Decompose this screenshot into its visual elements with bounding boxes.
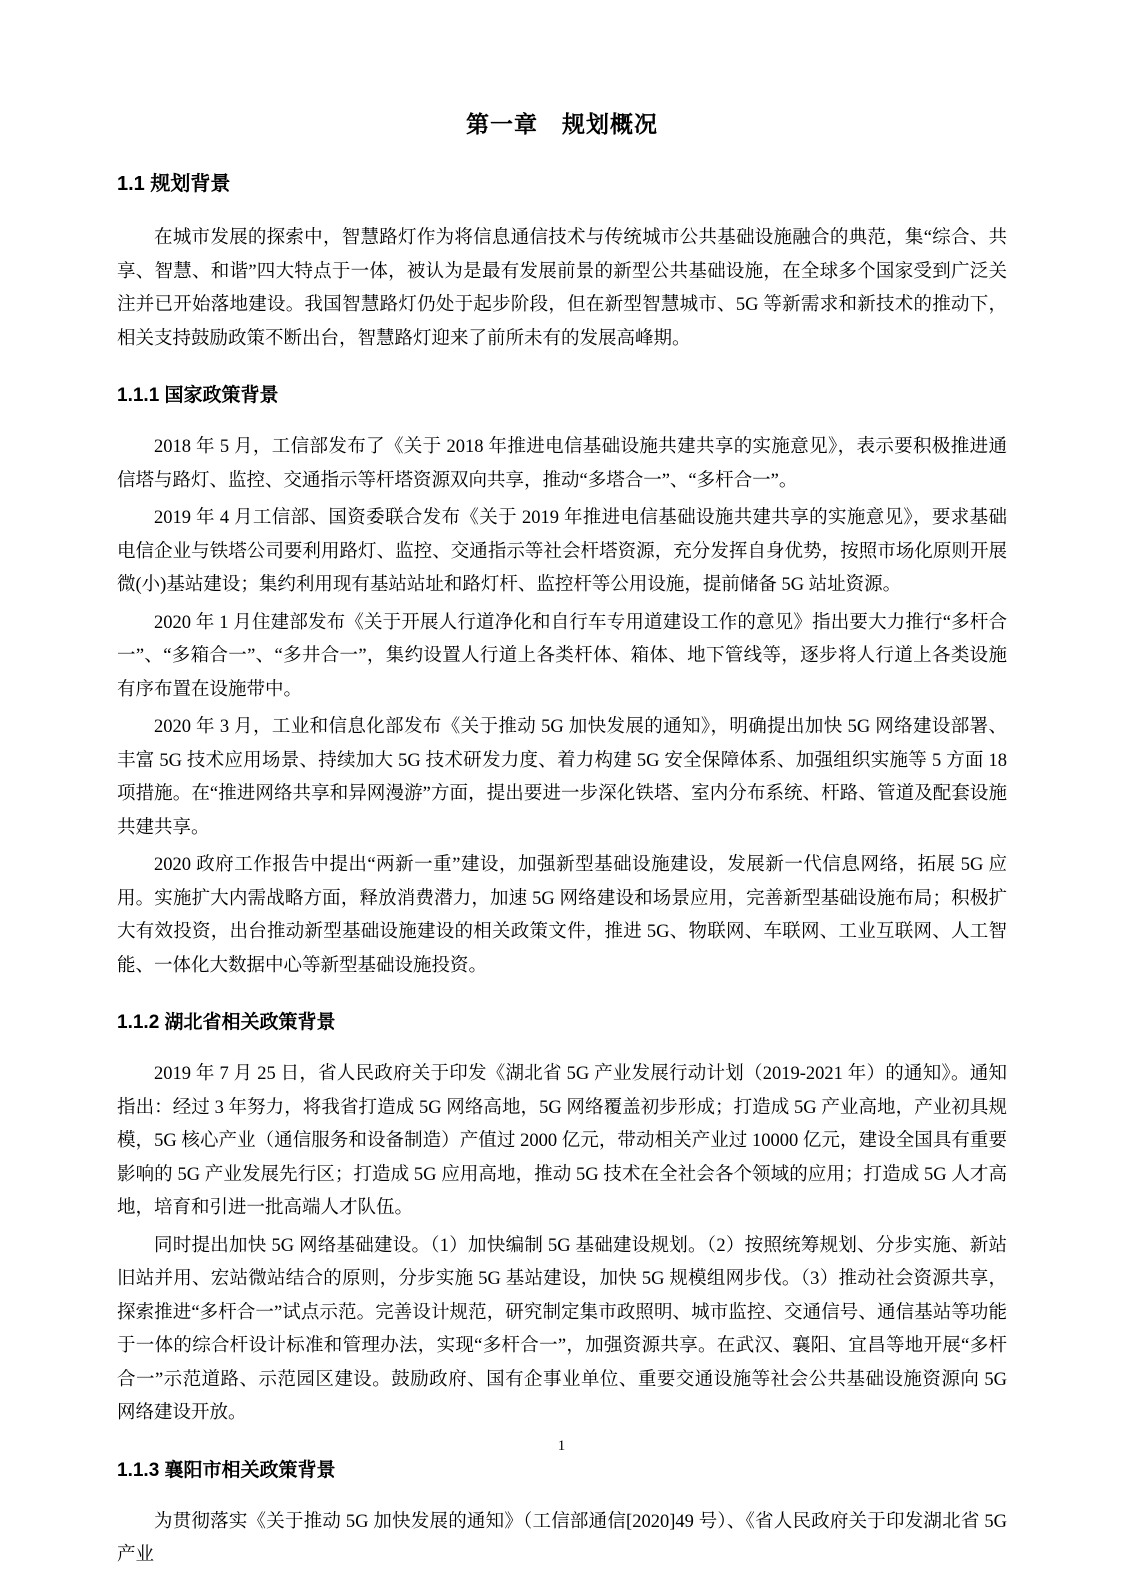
section-heading-1-1: 1.1 规划背景	[117, 173, 231, 195]
paragraph-intro: 在城市发展的探索中，智慧路灯作为将信息通信技术与传统城市公共基础设施融合的典范，集“综合、共享、智慧、和谐”四大特点于一体，被认为是最有发展前景的新型公共基础设施，在全球多个国家受到广泛关注并已开始落地建设。我国智慧路灯仍处于起步阶段，但在新型智慧城市、5G 等新需求和新技术的推动下，相关支持鼓励政策不断出台，智慧路灯迎来了前所未有的发展高峰期。	[117, 228, 1007, 349]
paragraph-2018-05: 2018 年 5 月，工信部发布了《关于 2018 年推进电信基础设施共建共享的实施意见》，表示要积极推进通信塔与路灯、监控、交通指示等杆塔资源双向共享，推动“多塔合一”、“多杆合一”。	[117, 437, 1007, 491]
page-number: 1	[557, 1438, 566, 1454]
chapter-title: 第一章 规划概况	[466, 111, 658, 137]
paragraph-2020-01: 2020 年 1 月住建部发布《关于开展人行道净化和自行车专用道建设工作的意见》指出要大力推行“多杆合一”、“多箱合一”、“多井合一”，集约设置人行道上各类杆体、箱体、地下管线等，逐步将人行道上各类设施有序布置在设施带中。	[117, 612, 1007, 700]
paragraph-xiangyang-intro: 为贯彻落实《关于推动 5G 加快发展的通知》（工信部通信[2020]49 号）、《省人民政府关于印发湖北省 5G 产业	[117, 1511, 1007, 1565]
section-heading-1-1-2: 1.1.2 湖北省相关政策背景	[117, 1012, 336, 1033]
paragraph-hubei-plan: 2019 年 7 月 25 日，省人民政府关于印发《湖北省 5G 产业发展行动计划（2019-2021 年）的通知》。通知指出：经过 3 年努力，将我省打造成 5G 网络高地，5G 网络覆盖初步形成；打造成 5G 产业高地，产业初具规模，5G 核心产业（通信服务和设备制造）产值过 2000 亿元，带动相关产业过 10000 亿元，建设全国具有重要影响的 5G 产业发展先行区；打造成 5G 应用高地，推动 5G 技术在全社会各个领域的应用；打造成 5G 人才高地，培育和引进一批高端人才队伍。	[117, 1064, 1007, 1218]
paragraph-2019-04: 2019 年 4 月工信部、国资委联合发布《关于 2019 年推进电信基础设施共建共享的实施意见》，要求基础电信企业与铁塔公司要利用路灯、监控、交通指示等社会杆塔资源，充分发挥自身优势，按照市场化原则开展微(小)基站建设；集约利用现有基站站址和路灯杆、监控杆等公用设施，提前储备 5G 站址资源。	[117, 508, 1007, 595]
paragraph-2020-03: 2020 年 3 月，工业和信息化部发布《关于推动 5G 加快发展的通知》，明确提出加快 5G 网络建设部署、丰富 5G 技术应用场景、持续加大 5G 技术研发力度、着力构建 5G 安全保障体系、加强组织实施等 5 方面 18 项措施。在“推进网络共享和异网漫游”方面，提出要进一步深化铁塔、室内分布系统、杆路、管道及配套设施共建共享。	[117, 717, 1007, 838]
paragraph-5g-network-construction: 同时提出加快 5G 网络基础建设。（1）加快编制 5G 基础建设规划。（2）按照统筹规划、分步实施、新站旧站并用、宏站微站结合的原则，分步实施 5G 基站建设，加快 5G 规模组网步伐。（3）推动社会资源共享，探索推进“多杆合一”试点示范。完善设计规范，研究制定集市政照明、城市监控、交通信号、通信基站等功能于一体的综合杆设计标准和管理办法，实现“多杆合一”，加强资源共享。在武汉、襄阳、宜昌等地开展“多杆合一”示范道路、示范园区建设。鼓励政府、国有企事业单位、重要交通设施等社会公共基础设施资源向 5G 网络建设开放。	[117, 1235, 1007, 1423]
section-heading-1-1-3: 1.1.3 襄阳市相关政策背景	[117, 1459, 336, 1481]
section-heading-1-1-1: 1.1.1 国家政策背景	[117, 385, 279, 406]
document-body	[117, 222, 1007, 1573]
paragraph-2020-gov-report: 2020 政府工作报告中提出“两新一重”建设，加强新型基础设施建设，发展新一代信息网络，拓展 5G 应用。实施扩大内需战略方面，释放消费潜力，加速 5G 网络建设和场景应用，完善新型基础设施布局；积极扩大有效投资，出台推动新型基础设施建设的相关政策文件，推进 5G、物联网、车联网、工业互联网、人工智能、一体化大数据中心等新型基础设施投资。	[117, 855, 1007, 976]
